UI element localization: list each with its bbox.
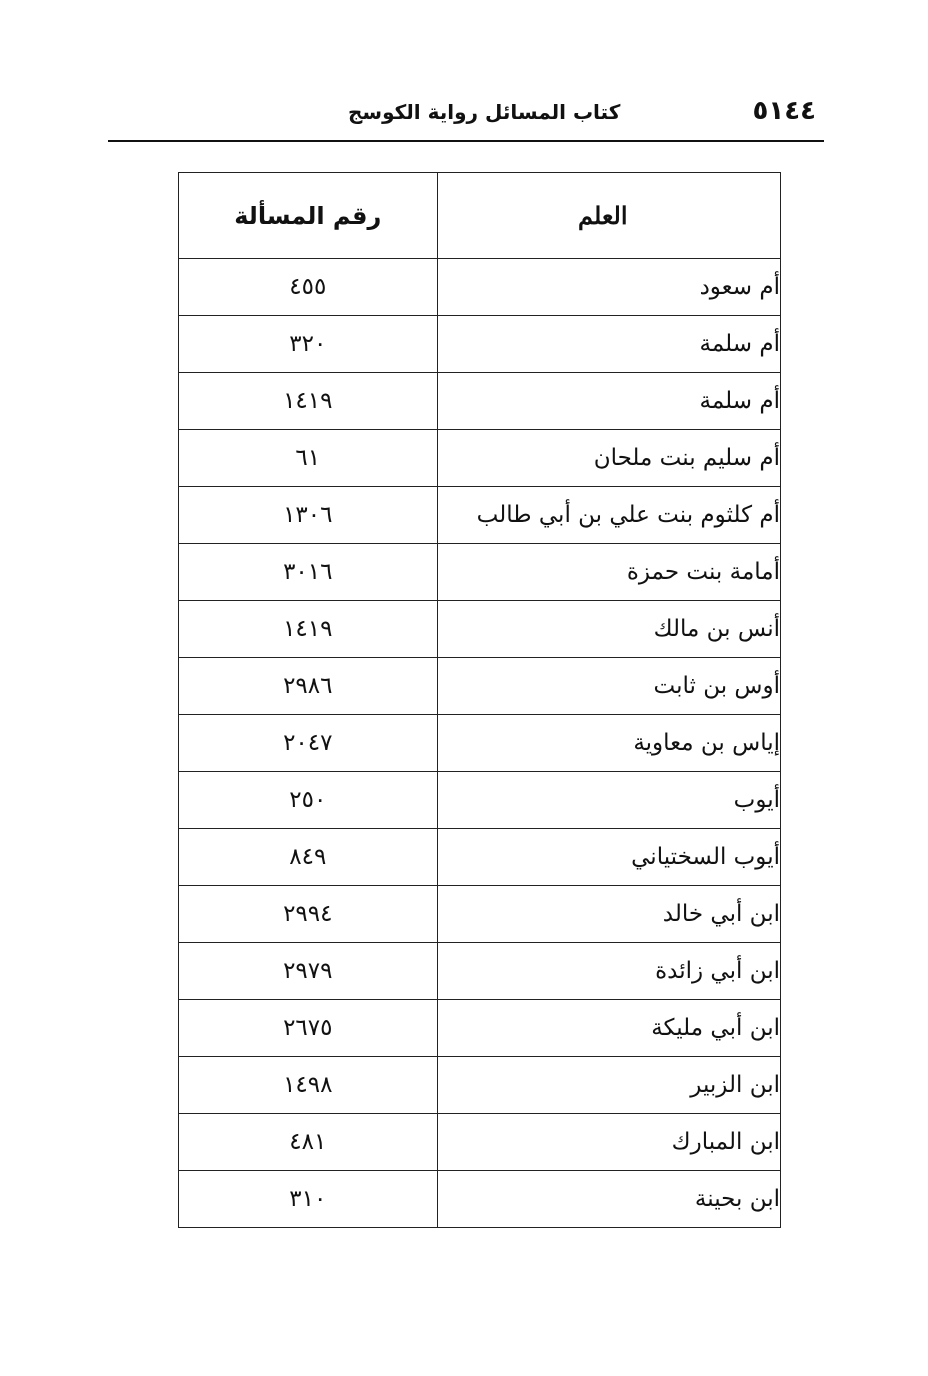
name-cell: ابن المبارك — [437, 1114, 780, 1171]
number-cell: ٣٠١٦ — [179, 544, 438, 601]
number-cell: ٢٩٨٦ — [179, 658, 438, 715]
name-cell: ابن أبي زائدة — [437, 943, 780, 1000]
name-cell: أم كلثوم بنت علي بن أبي طالب — [437, 487, 780, 544]
number-cell: ٣٢٠ — [179, 316, 438, 373]
number-cell: ١٤١٩ — [179, 601, 438, 658]
number-cell: ٢٠٤٧ — [179, 715, 438, 772]
number-cell: ٣١٠ — [179, 1171, 438, 1228]
number-cell: ٦١ — [179, 430, 438, 487]
table-row — [179, 829, 781, 886]
name-cell: أيوب السختياني — [437, 829, 780, 886]
table-row — [179, 943, 781, 1000]
table-row — [179, 715, 781, 772]
table-row — [179, 1114, 781, 1171]
table-row — [179, 316, 781, 373]
table-row — [179, 1000, 781, 1057]
name-cell: أمامة بنت حمزة — [437, 544, 780, 601]
name-cell: أم سعود — [437, 259, 780, 316]
number-cell: ١٤١٩ — [179, 373, 438, 430]
table-row — [179, 487, 781, 544]
table-row — [179, 772, 781, 829]
number-cell: ٢٩٩٤ — [179, 886, 438, 943]
table-row — [179, 259, 781, 316]
name-cell: أيوب — [437, 772, 780, 829]
number-cell: ٢٦٧٥ — [179, 1000, 438, 1057]
column-header-name: العلم — [437, 173, 780, 259]
name-cell: ابن أبي خالد — [437, 886, 780, 943]
name-cell: ابن بحينة — [437, 1171, 780, 1228]
table-row — [179, 886, 781, 943]
page-header — [108, 96, 824, 142]
number-cell: ٢٩٧٩ — [179, 943, 438, 1000]
number-cell: ٤٥٥ — [179, 259, 438, 316]
name-cell: ابن أبي مليكة — [437, 1000, 780, 1057]
table-row — [179, 601, 781, 658]
table-row — [179, 544, 781, 601]
number-cell: ١٣٠٦ — [179, 487, 438, 544]
column-header-number: رقم المسألة — [179, 173, 438, 259]
table-row — [179, 373, 781, 430]
number-cell: ١٤٩٨ — [179, 1057, 438, 1114]
table-row — [179, 430, 781, 487]
name-cell: أم سليم بنت ملحان — [437, 430, 780, 487]
number-cell: ٢٥٠ — [179, 772, 438, 829]
table-header-row — [179, 173, 781, 259]
table-body — [179, 259, 781, 1228]
name-cell: إياس بن معاوية — [437, 715, 780, 772]
name-cell: أم سلمة — [437, 373, 780, 430]
name-cell: ابن الزبير — [437, 1057, 780, 1114]
index-table — [178, 172, 781, 1228]
table-row — [179, 1171, 781, 1228]
number-cell: ٤٨١ — [179, 1114, 438, 1171]
number-cell: ٨٤٩ — [179, 829, 438, 886]
table-row — [179, 1057, 781, 1114]
name-cell: أنس بن مالك — [437, 601, 780, 658]
name-cell: أوس بن ثابت — [437, 658, 780, 715]
book-title: كتاب المسائل رواية الكوسج — [348, 100, 621, 124]
page-number: ٥١٤٤ — [752, 96, 816, 126]
name-cell: أم سلمة — [437, 316, 780, 373]
table-row — [179, 658, 781, 715]
